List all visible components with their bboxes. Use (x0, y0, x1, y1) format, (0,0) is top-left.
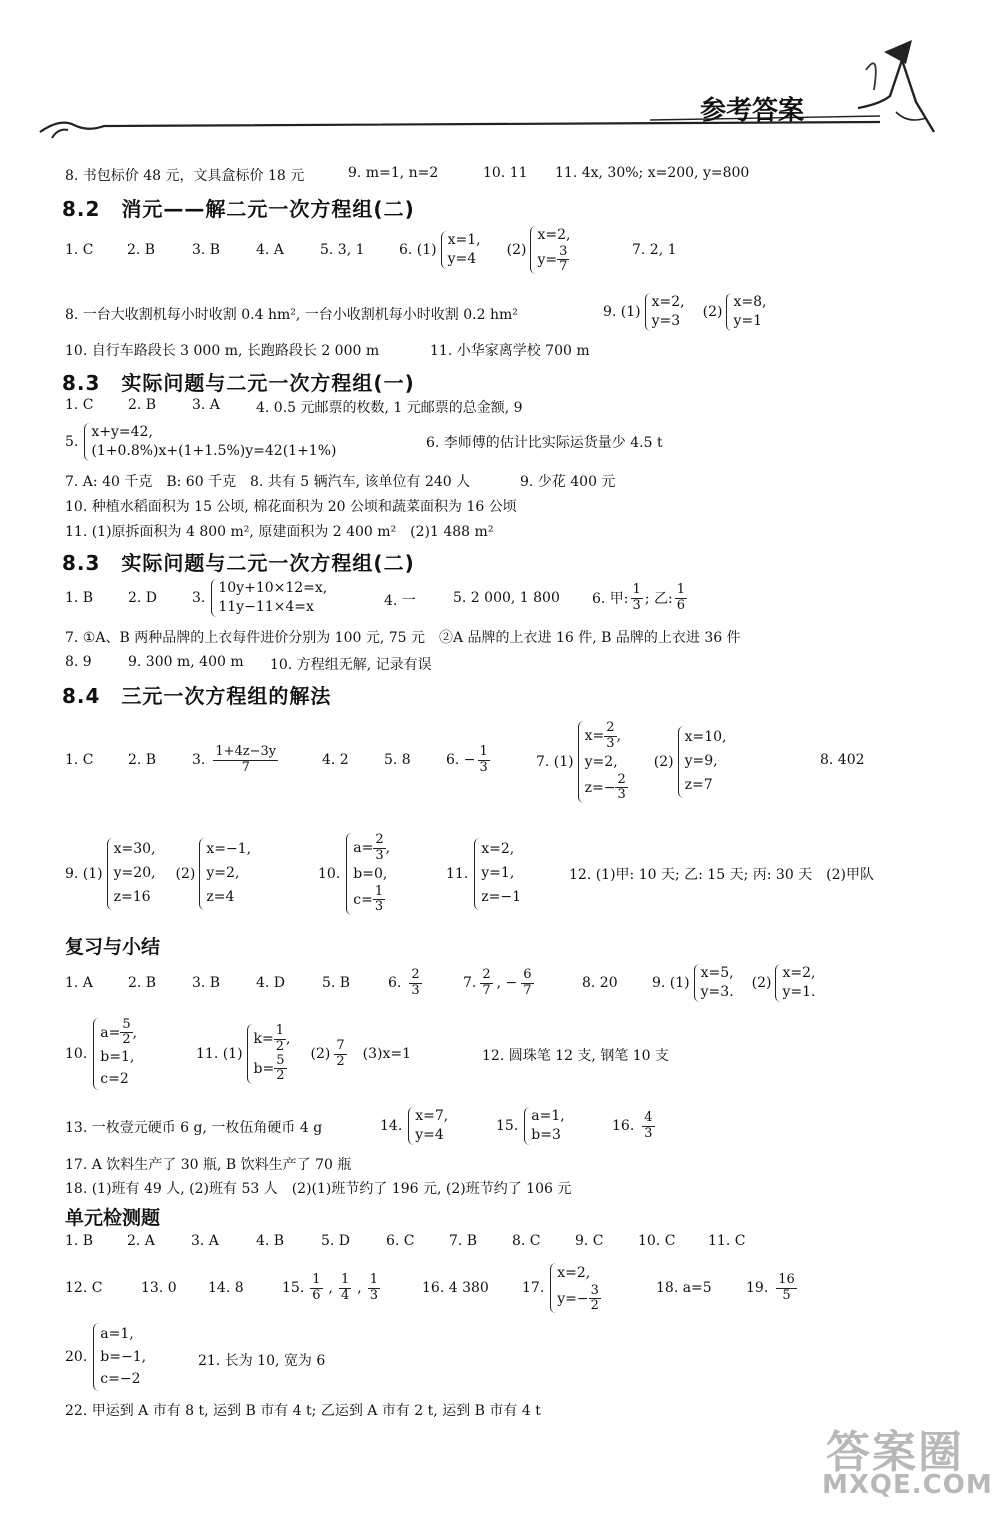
answer-4: 4. 2 (322, 752, 349, 768)
answer-11: 11. x=2, y=1, z=−1 (446, 830, 521, 918)
answer-9: 9. 少花 400 元 (520, 474, 616, 490)
equation-system: a=1, b=3 (524, 1107, 564, 1145)
answer-9: 9. C (575, 1233, 604, 1249)
answer-21: 21. 长为 10, 宽为 6 (198, 1353, 326, 1369)
equation-system: x=2, y=3 (645, 293, 685, 331)
answer-2: 2. B (127, 242, 156, 258)
answer-4: 4. 0.5 元邮票的枚数, 1 元邮票的总金额, 9 (256, 400, 523, 416)
answer-9: 9. (1) x=30, y=20, z=16 (2) x=−1, y=2, z=4 (65, 826, 251, 922)
watermark-url: MXQE.COM (822, 1470, 993, 1500)
answer-4: 4. 一 (384, 593, 416, 609)
answer-7: 7. $\frac{2}{7}$ , − $\frac{6}{7}$ (463, 967, 532, 998)
page-title: 参考答案 (700, 96, 805, 126)
unit-row-1 (65, 1233, 745, 1249)
answer-6: 6. C (386, 1233, 415, 1249)
answer-17: 17. x=2, y=− $\frac{3}{2}$ (522, 1264, 599, 1313)
answer-8: 8. 一台大收割机每小时收割 0.4 hm², 一台小收割机每小时收割 0.2 hm² (65, 307, 518, 323)
answer-4: 4. D (256, 975, 286, 991)
answer-4: 4. B (256, 1233, 285, 1249)
answer-3: 3. B (192, 242, 221, 258)
answer-10: 10. 种植水稻面积为 15 公顷, 棉花面积为 20 公顷和蔬菜面积为 16 公顷 (65, 499, 517, 515)
answer-10: 10. C (638, 1233, 676, 1249)
answer-6: 6. $\frac{2}{3}$ (388, 967, 420, 998)
equation-system: x=10, y=9, z=7 (678, 726, 727, 797)
equation-system: a= $\frac{5}{2}$ , b=1, c=2 (93, 1018, 137, 1091)
answer-15: 15. a=1, b=3 (496, 1108, 565, 1143)
answer-3: 3. A (192, 397, 220, 413)
equation-system: x=2, y=1. (775, 964, 815, 1002)
answer-12: 12. 圆珠笔 12 支, 钢笔 10 支 (482, 1048, 670, 1064)
answer-1: 1. B (65, 1233, 94, 1249)
answer-14: 14. 8 (208, 1280, 244, 1296)
answer-7: 7. A: 40 千克 B: 60 千克 (65, 474, 237, 490)
answer-12: 12. C (65, 1280, 103, 1296)
answer-8: 8. 书包标价 48 元，文具盒标价 18 元 (65, 168, 305, 184)
answer-11: 11. 小华家离学校 700 m (430, 343, 590, 359)
answer-16: 16. $\frac{4}{3}$ (612, 1110, 653, 1141)
answer-2: 2. B (128, 975, 157, 991)
section-title-8-3a: 8.3 实际问题与二元一次方程组(一) (62, 371, 415, 395)
answer-5: 5. 8 (384, 752, 411, 768)
equation-system: x+y=42, (1+0.8%)x+(1+1.5%)y=42(1+1%) (84, 423, 336, 461)
answer-7: 7. B (449, 1233, 478, 1249)
answer-10: 10. 自行车路段长 3 000 m, 长跑路段长 2 000 m (65, 343, 380, 359)
equation-system: x=1, y=4 (441, 231, 481, 269)
answer-11: 11. 4x, 30%; x=200, y=800 (555, 165, 750, 181)
answer-3: 3. B (192, 975, 221, 991)
answer-2: 2. D (128, 590, 158, 606)
equation-system: k= $\frac{1}{2}$ , b= $\frac{5}{2}$ (247, 1024, 291, 1083)
answer-3: 3. $\frac{1+4z-3y}{7}$ (192, 744, 277, 775)
answer-1: 1. B (65, 590, 94, 606)
answer-10: 10. a= $\frac{2}{3}$ , b=0, c= $\frac{1}{3}$ (318, 832, 391, 915)
section-title-8-3b: 8.3 实际问题与二元一次方程组(二) (62, 551, 415, 575)
answer-13: 13. 一枚壹元硬币 6 g, 一枚伍角硬币 4 g (65, 1120, 323, 1136)
answer-6: 6. 李师傅的估计比实际运货量少 4.5 t (426, 435, 663, 451)
answer-18: 18. (1)班有 49 人, (2)班有 53 人 (2)(1)班节约了 196 元, (2)班节约了 106 元 (65, 1181, 572, 1197)
equation-system: x=8, y=1 (726, 293, 766, 331)
answer-22: 22. 甲运到 A 市有 8 t, 运到 B 市有 4 t; 乙运到 A 市有 2 t, 运到 B 市有 4 t (65, 1403, 541, 1419)
answer-1: 1. C (65, 242, 94, 258)
answer-9: 9. 300 m, 400 m (128, 654, 244, 670)
answer-2: 2. B (128, 752, 157, 768)
page-header (0, 0, 1000, 150)
equation-system: x= $\frac{2}{3}$ , y=2, z=− $\frac{2}{3}$ (578, 721, 628, 803)
answer-17: 17. A 饮料生产了 30 瓶, B 饮料生产了 70 瓶 (65, 1157, 352, 1173)
answer-7: 7. (1) x= $\frac{2}{3}$ , y=2, z=− $\frac{2}{3}$ (2) x=10, y=9, z=7 (536, 720, 727, 803)
answer-20: 20. a=1, b=−1, c=−2 (65, 1322, 146, 1392)
answer-19: 19. $\frac{16}{5}$ (746, 1272, 795, 1303)
section-title-unit-test: 单元检测题 (65, 1207, 161, 1229)
answer-12: 12. (1)甲: 10 天; 乙: 15 天; 丙: 30 天 (2)甲队 (569, 867, 875, 883)
answer-7: 7. ①A、B 两种品牌的上衣每件进价分别为 100 元, 75 元 ②A 品牌的上衣进 16 件, B 品牌的上衣进 36 件 (65, 630, 741, 646)
answer-5: 5. B (322, 975, 351, 991)
section-title-review: 复习与小结 (65, 936, 161, 958)
answer-2: 2. B (128, 397, 157, 413)
section-title-8-4: 8.4 三元一次方程组的解法 (62, 684, 332, 708)
equation-system: x=30, y=20, z=16 (107, 838, 156, 909)
answer-1: 1. C (65, 397, 94, 413)
answer-9: 9. (1) x=2, y=3 (2) x=8, y=1 (603, 294, 767, 329)
answer-8: 8. 9 (65, 654, 92, 670)
answer-2: 2. A (127, 1233, 155, 1249)
answer-15: 15. $\frac{1}{6}$ , $\frac{1}{4}$ , $\frac{1}{3}$ (282, 1272, 379, 1303)
answer-4: 4. A (256, 242, 284, 258)
answer-3: 3. A (191, 1233, 219, 1249)
equation-system: x=2, y= $\frac{3}{7}$ (530, 226, 570, 274)
answer-7: 7. 2, 1 (632, 242, 677, 258)
answer-14: 14. x=7, y=4 (380, 1108, 449, 1143)
equation-system: a=1, b=−1, c=−2 (93, 1323, 146, 1390)
answer-11: 11. C (708, 1233, 746, 1249)
answer-18: 18. a=5 (656, 1280, 712, 1296)
answer-10: 10. 方程组无解, 记录有误 (270, 657, 432, 673)
answer-13: 13. 0 (141, 1280, 177, 1296)
answer-1: 1. A (65, 975, 93, 991)
answer-6: 6. 甲: $\frac{1}{3}$ ; 乙: $\frac{1}{6}$ (592, 582, 685, 613)
answer-6: 6. − $\frac{1}{3}$ (446, 744, 488, 775)
equation-system: a= $\frac{2}{3}$ , b=0, c= $\frac{1}{3}$ (346, 833, 390, 915)
answer-5: 5. 2 000, 1 800 (453, 590, 560, 606)
equation-system: x=2, y=− $\frac{3}{2}$ (550, 1263, 601, 1314)
answer-9: 9. m=1, n=2 (348, 165, 439, 181)
section-title-8-2: 8.2 消元——解二元一次方程组(二) (62, 197, 415, 221)
answer-10: 10. a= $\frac{5}{2}$ , b=1, c=2 (65, 1012, 137, 1096)
answer-11: 11. (1)原拆面积为 4 800 m², 原建面积为 2 400 m² (2)1 488 m² (65, 524, 494, 540)
equation-system: x=7, y=4 (408, 1107, 448, 1145)
answer-3: 3. 10y+10×12=x, 11y−11×4=x (192, 580, 328, 615)
answer-5: 5. 3, 1 (320, 242, 365, 258)
equation-system: 10y+10×12=x, 11y−11×4=x (211, 579, 327, 617)
answer-8: 8. 402 (820, 752, 865, 768)
answer-5: 5. D (321, 1233, 351, 1249)
equation-system: x=−1, y=2, z=4 (199, 838, 251, 909)
watermark-logo: 答案圈 (826, 1427, 964, 1478)
answer-16: 16. 4 380 (422, 1280, 489, 1296)
answer-5: 5. x+y=42, (1+0.8%)x+(1+1.5%)y=42(1+1%) (65, 424, 337, 459)
answer-8: 8. 共有 5 辆汽车, 该单位有 240 人 (250, 474, 471, 490)
header-decoration (0, 0, 1000, 150)
answer-9: 9. (1) x=5, y=3. (2) x=2, y=1. (652, 965, 816, 1000)
answer-8: 8. 20 (582, 975, 618, 991)
answer-8: 8. C (512, 1233, 541, 1249)
answer-10: 10. 11 (483, 165, 528, 181)
equation-system: x=5, y=3. (694, 964, 734, 1002)
answer-6: 6. (1) x=1, y=4 (2) x=2, y= $\frac{3}{7}$ (399, 226, 571, 274)
equation-system: x=2, y=1, z=−1 (474, 838, 521, 909)
answer-1: 1. C (65, 752, 94, 768)
answer-11: 11. (1) k= $\frac{1}{2}$ , b= $\frac{5}{2}$ (2) $\frac{7}{2}$ (3)x=1 (196, 1023, 411, 1084)
